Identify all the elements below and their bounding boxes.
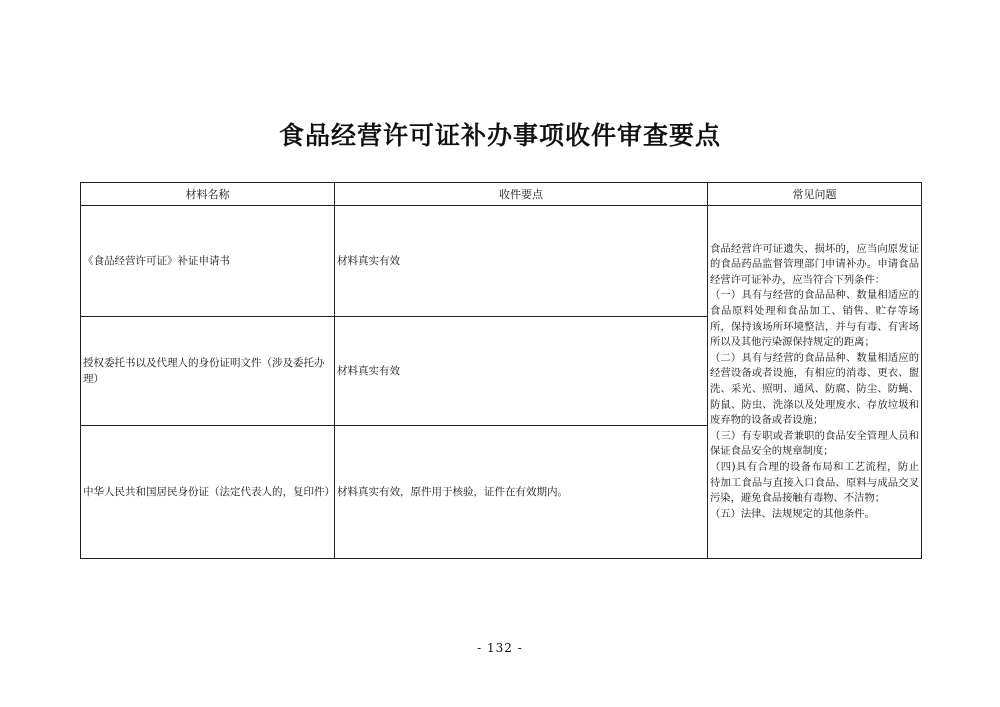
header-material-name: 材料名称 — [81, 183, 335, 206]
header-receipt-points: 收件要点 — [335, 183, 708, 206]
common-issues-item-3: （三）有专职或者兼职的食品安全管理人员和保证食品安全的规章制度； — [710, 429, 919, 458]
common-issues-intro: 食品经营许可证遗失、损坏的，应当向原发证的食品药品监督管理部门申请补办。申请食品经营许可证补办，应当符合下列条件： — [710, 242, 919, 286]
common-issues-item-4: （四)具有合理的设备布局和工艺流程，防止待加工食品与直接入口食品、原料与成品交叉污染，避免食品接触有毒物、不洁物； — [710, 460, 919, 505]
review-table — [80, 182, 922, 559]
table-header-row — [81, 183, 922, 206]
material-name-cell: 授权委托书以及代理人的身份证明文件（涉及委托办理） — [81, 317, 335, 426]
material-name-cell: 中华人民共和国居民身份证（法定代表人的，复印件） — [81, 426, 335, 559]
material-name-cell: 《食品经营许可证》补证申请书 — [81, 206, 335, 317]
common-issues-item-2: （二）具有与经营的食品品种、数量相适应的经营设备或者设施，有相应的消毒、更衣、盥洗、采光、照明、通风、防腐、防尘、防蝇、防鼠、防虫、洗涤以及处理废水、存放垃圾和废弃物的设备或者设施； — [710, 351, 919, 427]
common-issues-cell — [708, 206, 922, 559]
receipt-point-cell: 材料真实有效 — [335, 206, 708, 317]
receipt-point-cell: 材料真实有效，原件用于核验，证件在有效期内。 — [335, 426, 708, 559]
receipt-point-cell: 材料真实有效 — [335, 317, 708, 426]
common-issues-item-5: （五）法律、法规规定的其他条件。 — [710, 507, 875, 520]
table-row — [81, 206, 922, 317]
page-number: - 132 - — [477, 641, 523, 655]
common-issues-item-1: （一）具有与经营的食品品种、数量相适应的食品原料处理和食品加工、销售、贮存等场所，保持该场所环境整洁，并与有毒、有害场所以及其他污染源保持规定的距离； — [710, 289, 919, 349]
header-common-issues: 常见问题 — [708, 183, 922, 206]
page-title: 食品经营许可证补办事项收件审查要点 — [278, 121, 721, 150]
